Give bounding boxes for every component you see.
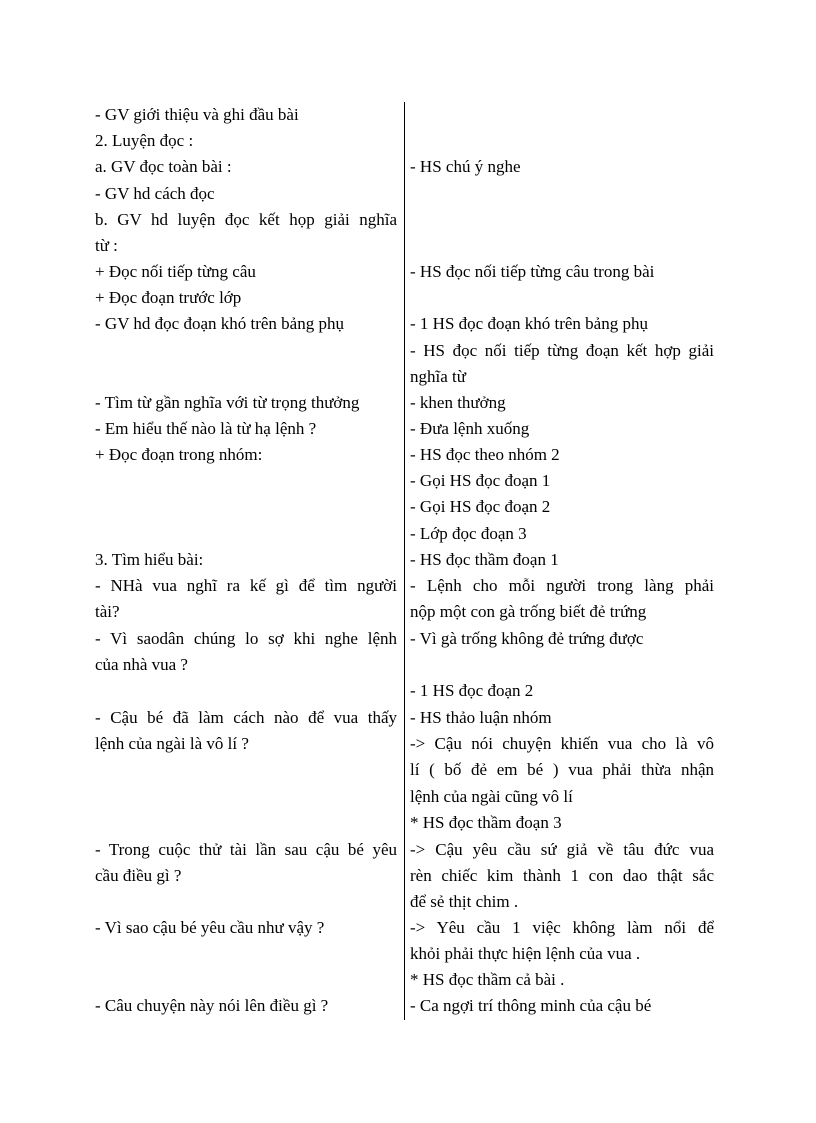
right-line: rèn chiếc kim thành 1 con dao thật sắc: [410, 866, 714, 885]
right-line: - 1 HS đọc đoạn 2: [410, 681, 534, 700]
left-line: - GV hd đọc đoạn khó trên bảng phụ: [95, 314, 344, 333]
left-line: + Đọc đoạn trong nhóm:: [95, 445, 263, 464]
left-line: 3. Tìm hiểu bài:: [95, 550, 204, 569]
right-line: nộp một con gà trống biết đẻ trứng: [410, 602, 647, 621]
left-line: từ :: [95, 236, 118, 255]
left-line: - Em hiểu thế nào là từ hạ lệnh ?: [95, 419, 317, 438]
left-line: - NHà vua nghĩ ra kế gì để tìm người: [95, 576, 397, 595]
right-line: -> Cậu yêu cầu sứ giả về tâu đức vua: [410, 840, 714, 859]
right-line: - Vì gà trống không đẻ trứng được: [410, 629, 644, 648]
right-line: - HS thảo luận nhóm: [410, 708, 552, 727]
right-line: để sẻ thịt chim .: [410, 892, 519, 911]
left-line: - Câu chuyện này nói lên điều gì ?: [95, 996, 329, 1015]
right-line: lệnh của ngài cũng vô lí: [410, 787, 573, 806]
right-line: - Gọi HS đọc đoạn 2: [410, 497, 551, 516]
left-line: - Trong cuộc thử tài lần sau cậu bé yêu: [95, 840, 397, 859]
left-line: - Tìm từ gần nghĩa với từ trọng thưởng: [95, 393, 360, 412]
right-line: - Đưa lệnh xuống: [410, 419, 530, 438]
left-line: của nhà vua ?: [95, 655, 188, 674]
left-line: tài?: [95, 602, 120, 621]
left-line: 2. Luyện đọc :: [95, 131, 194, 150]
left-line: - Vì saodân chúng lo sợ khi nghe lệnh: [95, 629, 397, 648]
right-line: khỏi phải thực hiện lệnh của vua .: [410, 944, 641, 963]
left-line: b. GV hd luyện đọc kết họp giải nghĩa: [95, 210, 397, 229]
right-line: - khen thưởng: [410, 393, 506, 412]
left-line: - GV hd cách đọc: [95, 184, 215, 203]
right-line: - HS đọc nối tiếp từng đoạn kết hợp giải: [410, 341, 714, 360]
right-line: - Gọi HS đọc đoạn 1: [410, 471, 551, 490]
right-line: - HS chú ý nghe: [410, 157, 521, 176]
left-line: + Đọc đoạn trước lớp: [95, 288, 242, 307]
left-line: - Vì sao cậu bé yêu cầu như vậy ?: [95, 918, 325, 937]
right-line: -> Cậu nói chuyện khiến vua cho là vô: [410, 734, 714, 753]
left-line: + Đọc nối tiếp từng câu: [95, 262, 256, 281]
left-line: - Cậu bé đã làm cách nào để vua thấy: [95, 708, 397, 727]
right-line: lí ( bố đẻ em bé ) vua phải thừa nhận: [410, 760, 714, 779]
right-line: - Lớp đọc đoạn 3: [410, 524, 527, 543]
left-line: cầu điều gì ?: [95, 866, 182, 885]
right-line: - HS đọc theo nhóm 2: [410, 445, 560, 464]
right-line: -> Yêu cầu 1 việc không làm nổi để: [410, 918, 714, 937]
right-line: - HS đọc thầm đoạn 1: [410, 550, 559, 569]
left-line: lệnh của ngài là vô lí ?: [95, 734, 249, 753]
column-divider: [404, 102, 405, 1020]
right-line: * HS đọc thầm đoạn 3: [410, 813, 562, 832]
right-line: nghĩa từ: [410, 367, 466, 386]
right-line: - Lệnh cho mỗi người trong làng phải: [410, 576, 714, 595]
right-line: - Ca ngợi trí thông minh của cậu bé: [410, 996, 652, 1015]
right-line: - 1 HS đọc đoạn khó trên bảng phụ: [410, 314, 648, 333]
right-line: * HS đọc thầm cả bài .: [410, 970, 565, 989]
left-line: a. GV đọc toàn bài :: [95, 157, 232, 176]
right-line: - HS đọc nối tiếp từng câu trong bài: [410, 262, 655, 281]
left-line: - GV giới thiệu và ghi đầu bài: [95, 105, 299, 124]
